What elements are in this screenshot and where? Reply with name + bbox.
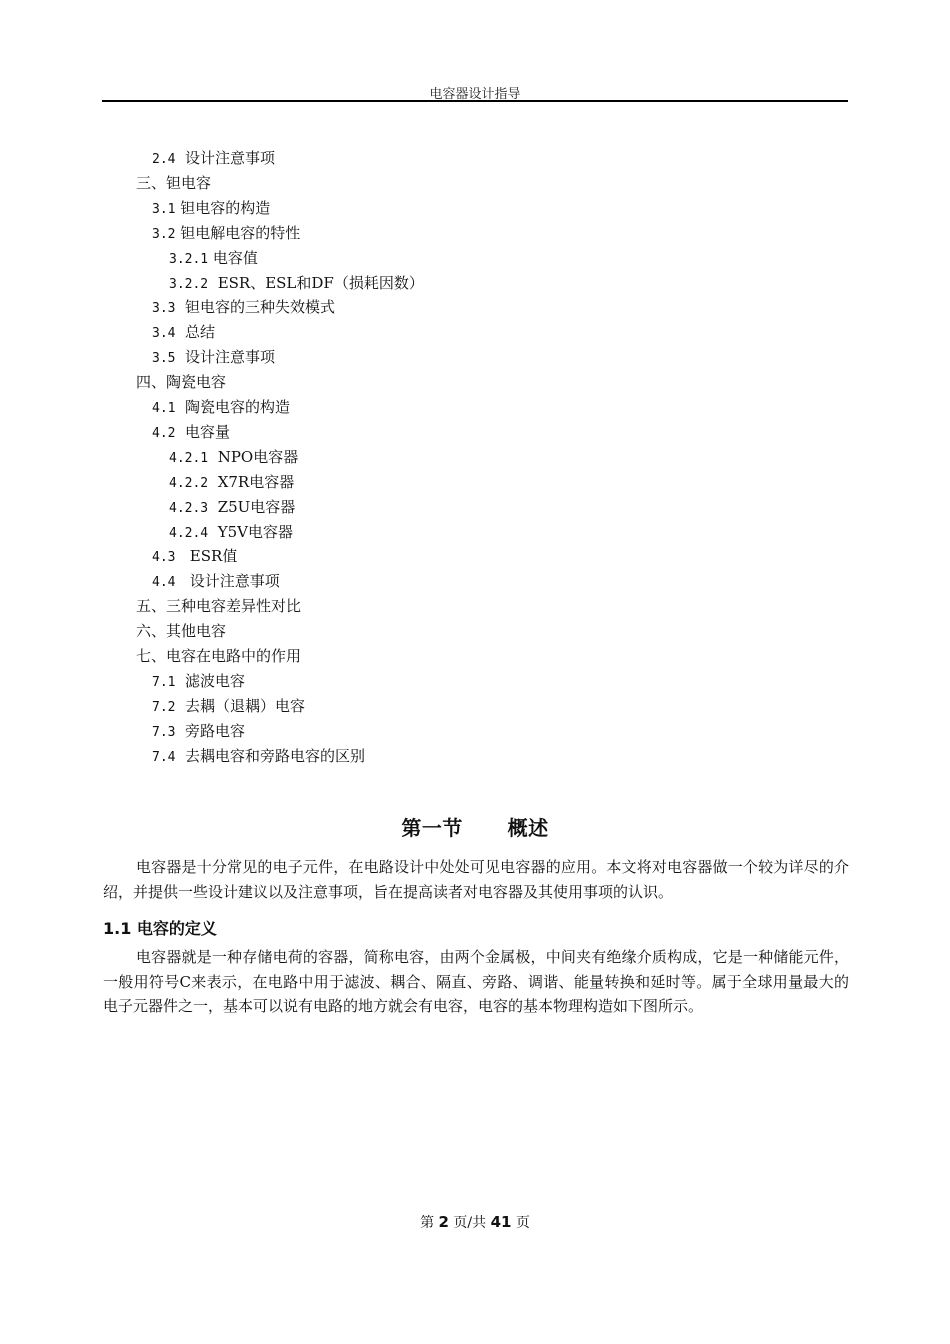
toc-item-label: 设计注意事项 (189, 572, 280, 591)
toc-item-spacer (175, 747, 185, 765)
toc-item-label: 滤波电容 (185, 671, 246, 690)
toc-item (152, 421, 230, 445)
toc-item-label: Y5V电容器 (217, 522, 293, 541)
toc-item-label: ESR值 (189, 547, 238, 566)
definition-paragraph: 电容器就是一种存储电荷的容器，简称电容，由两个金属极，中间夹有绝缘介质构成，它是一种储能元件，一般用符号C来表示，在电路中用于滤波、耦合、隔直、旁路、调谐、能量转换和延时等。属于全球用量最大的电子元器件之一，基本可以说有电路的地方就会有电容，电容的基本物理构造如下图所示。 (103, 948, 849, 1015)
toc-item-spacer (175, 547, 189, 565)
footer-prefix: 第 (420, 1215, 435, 1231)
toc-item (169, 471, 294, 495)
toc-item-label: 电容量 (185, 422, 231, 441)
footer-total-pages: 41 (490, 1213, 512, 1231)
footer-page-number: 2 (438, 1213, 449, 1231)
toc-item-spacer (175, 348, 185, 366)
toc-item (136, 371, 226, 393)
toc-item-number: 4.1 (152, 401, 176, 416)
toc-item (152, 321, 215, 345)
toc-item-label: X7R电容器 (217, 472, 295, 491)
toc-item-label: 钽电容的三种失效模式 (185, 298, 336, 317)
toc-item-number: 4.4 (152, 575, 176, 591)
toc-item-label: ESR、ESL和DF（损耗因数） (217, 273, 424, 292)
toc-item-label: NPO电容器 (217, 447, 299, 466)
toc-item-spacer (208, 498, 218, 516)
toc-item (152, 695, 305, 719)
toc-item (152, 197, 270, 221)
toc-item (152, 545, 237, 569)
toc-item-spacer (175, 298, 185, 316)
toc-item-number: 3.2.1 (169, 251, 209, 267)
toc-item (169, 272, 424, 296)
toc-item-spacer (208, 523, 218, 541)
toc-item-number: 7.2 (152, 699, 176, 715)
toc-item-label: 去耦电容和旁路电容的区别 (185, 746, 366, 765)
toc-item-label: 去耦（退耦）电容 (185, 696, 306, 715)
toc-item-spacer (208, 448, 218, 466)
toc-item-label: 三种电容差异性对比 (166, 597, 302, 616)
toc-item-spacer (175, 722, 185, 740)
toc-item-label: 电容值 (212, 248, 258, 267)
toc-item-number: 7.1 (152, 674, 176, 690)
toc-item-number: 四、 (136, 373, 167, 392)
toc-item (152, 670, 245, 694)
toc-item (152, 346, 275, 370)
toc-item (152, 222, 300, 246)
toc-item (136, 172, 211, 194)
toc-item-spacer (208, 473, 218, 491)
toc-item (152, 720, 245, 744)
toc-item-spacer (175, 423, 185, 441)
toc-item (152, 147, 275, 171)
toc-item (152, 745, 365, 769)
toc-item-number: 七、 (136, 647, 167, 665)
toc-item (169, 521, 293, 545)
toc-item (152, 570, 280, 594)
toc-item-number: 3.2.2 (169, 276, 209, 292)
toc-item-number: 2.4 (152, 152, 176, 167)
toc-item (169, 496, 295, 520)
toc-item-spacer (175, 697, 185, 715)
toc-item-number: 3.5 (152, 351, 176, 367)
toc-item (136, 645, 301, 667)
subsection-heading: 1.1 电容的定义 (103, 919, 217, 938)
toc-item (152, 296, 335, 320)
toc-item-number: 7.3 (152, 724, 176, 740)
toc-item-label: 设计注意事项 (185, 149, 276, 167)
toc-item-label: 陶瓷电容 (166, 373, 227, 392)
toc-item-spacer (175, 149, 185, 167)
toc-item-label: 总结 (185, 323, 216, 342)
toc-item-number: 五、 (136, 597, 167, 616)
toc-item-spacer (175, 398, 185, 416)
toc-item-label: 陶瓷电容的构造 (185, 398, 291, 416)
toc-item-number: 三、 (136, 173, 167, 192)
toc-item-label: 其他电容 (166, 622, 227, 641)
toc-item-spacer (175, 323, 185, 341)
toc-item-spacer (208, 274, 218, 292)
toc-item-number: 3.3 (152, 301, 176, 317)
toc-item (136, 620, 226, 642)
toc-item (169, 247, 258, 271)
toc-item-number: 4.2.4 (169, 525, 209, 541)
toc-item (169, 446, 298, 470)
toc-item-label: Z5U电容器 (217, 497, 296, 516)
toc-item-number: 7.4 (152, 749, 176, 765)
toc-item-number: 4.2 (152, 425, 176, 441)
toc-item-label: 钽电解电容的特性 (180, 223, 301, 242)
toc-item-label: 旁路电容 (185, 721, 246, 740)
footer-middle: 页/共 (453, 1215, 487, 1231)
toc-item (136, 595, 301, 617)
header-title: 电容器设计指导 (429, 87, 521, 102)
toc-item-number: 4.2.2 (169, 475, 209, 491)
toc-item-label: 钽电容 (166, 173, 212, 192)
toc-item-number: 3.4 (152, 326, 176, 342)
toc-item-label: 电容在电路中的作用 (166, 647, 302, 665)
toc-item-number: 4.2.3 (169, 500, 209, 516)
intro-paragraph: 电容器是十分常见的电子元件，在电路设计中处处可见电容器的应用。本文将对电容器做一个较为详尽的介绍，并提供一些设计建议以及注意事项，旨在提高读者对电容器及其使用事项的认识。 (103, 858, 849, 901)
toc-item-number: 4.3 (152, 550, 176, 566)
toc-item-number: 3.2 (152, 226, 176, 242)
toc-item-number: 3.1 (152, 201, 176, 217)
section-title: 第一节 概述 (401, 816, 549, 840)
toc-item-label: 设计注意事项 (185, 348, 276, 367)
toc-item-number: 六、 (136, 622, 167, 641)
toc-item-spacer (175, 572, 189, 590)
toc-item-number: 4.2.1 (169, 450, 209, 466)
page-footer (0, 1212, 950, 1232)
toc-item (152, 396, 290, 420)
footer-suffix: 页 (515, 1215, 530, 1231)
toc-item-label: 钽电容的构造 (180, 198, 271, 217)
header-divider (102, 100, 848, 102)
toc-item-spacer (175, 672, 185, 690)
